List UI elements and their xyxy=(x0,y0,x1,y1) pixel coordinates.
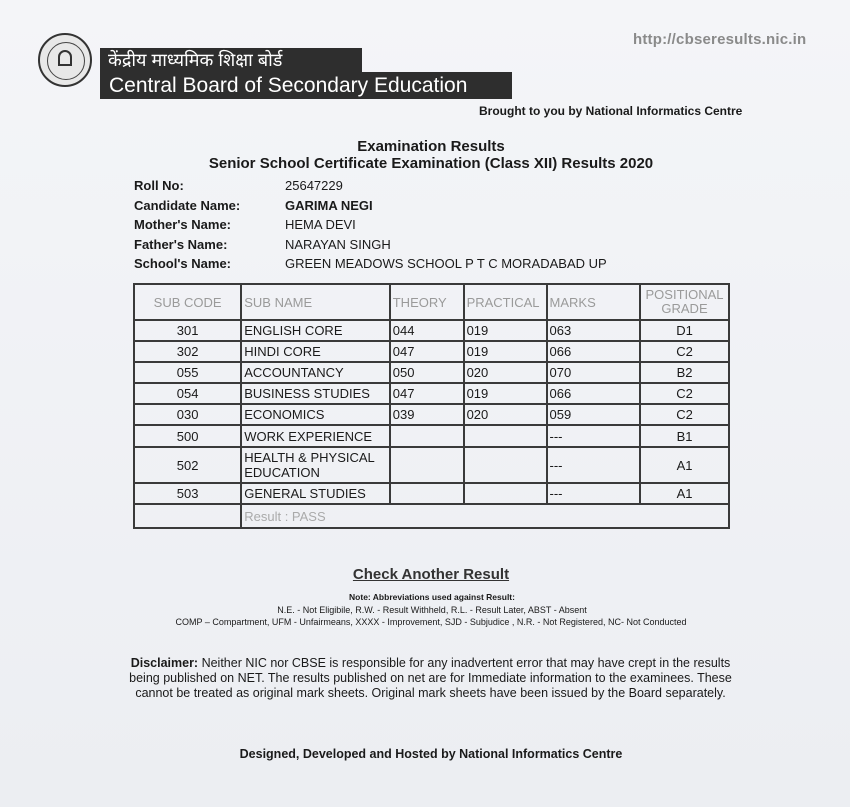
practical-cell: 020 xyxy=(464,404,547,425)
table-row xyxy=(134,483,729,504)
hindi-board-title: केंद्रीय माध्यमिक शिक्षा बोर्ड xyxy=(100,48,362,72)
sub-code-cell: 500 xyxy=(134,425,241,447)
sub-name-cell: ENGLISH CORE xyxy=(241,320,389,341)
grade-cell: D1 xyxy=(640,320,729,341)
table-header-row xyxy=(134,284,729,320)
theory-cell: 047 xyxy=(390,383,464,404)
disclaimer-text: Neither NIC nor CBSE is responsible for any inadvertent error that may have crept in the results being published on NET. The results published on net are for Immediate information to the examinees. These cannot be treated as original mark sheets. Original mark sheets have been issued by the Board separately. xyxy=(129,656,732,700)
theory-cell: 044 xyxy=(390,320,464,341)
grade-cell: C2 xyxy=(640,404,729,425)
sub-name-cell: GENERAL STUDIES xyxy=(241,483,389,504)
roll-no-value: 25647229 xyxy=(285,178,343,193)
practical-cell xyxy=(464,447,547,483)
disclaimer xyxy=(128,656,733,701)
theory-cell xyxy=(390,447,464,483)
page-title: Examination Results xyxy=(357,138,505,155)
header-sub-code: SUB CODE xyxy=(134,284,241,320)
marks-cell: 066 xyxy=(547,341,641,362)
marks-cell: 063 xyxy=(547,320,641,341)
marks-cell: 066 xyxy=(547,383,641,404)
grade-cell: A1 xyxy=(640,447,729,483)
sub-name-cell: BUSINESS STUDIES xyxy=(241,383,389,404)
table-row xyxy=(134,341,729,362)
table-row xyxy=(134,320,729,341)
father-name-label: Father's Name: xyxy=(134,236,228,252)
sub-name-cell: HEALTH & PHYSICAL EDUCATION xyxy=(241,447,389,483)
header-marks: MARKS xyxy=(547,284,641,320)
theory-cell: 039 xyxy=(390,404,464,425)
result-text: Result : PASS xyxy=(241,504,729,528)
grade-cell: C2 xyxy=(640,383,729,404)
result-empty-cell xyxy=(134,504,241,528)
theory-cell xyxy=(390,425,464,447)
cbse-emblem-icon xyxy=(38,33,92,87)
theory-cell: 050 xyxy=(390,362,464,383)
practical-cell: 020 xyxy=(464,362,547,383)
sub-code-cell: 302 xyxy=(134,341,241,362)
grade-cell: B1 xyxy=(640,425,729,447)
sub-name-cell: WORK EXPERIENCE xyxy=(241,425,389,447)
footer-credit: Designed, Developed and Hosted by National Informatics Centre xyxy=(239,747,623,761)
abbreviation-line-1: N.E. - Not Eligibile, R.W. - Result Withheld, R.L. - Result Later, ABST - Absent xyxy=(277,605,587,615)
practical-cell: 019 xyxy=(464,341,547,362)
header-practical: PRACTICAL xyxy=(464,284,547,320)
table-row xyxy=(134,383,729,404)
check-another-result-link[interactable]: Check Another Result xyxy=(352,566,510,583)
theory-cell xyxy=(390,483,464,504)
candidate-name-label: Candidate Name: xyxy=(134,197,241,213)
marks-cell: 070 xyxy=(547,362,641,383)
abbreviation-line-2: COMP – Compartment, UFM - Unfairmeans, XXXX - Improvement, SJD - Subjudice , N.R. - Not Registered, NC- Not Conducted xyxy=(175,617,687,627)
result-row xyxy=(134,504,729,528)
table-row xyxy=(134,362,729,383)
english-board-title: Central Board of Secondary Education xyxy=(100,72,512,99)
theory-cell: 047 xyxy=(390,341,464,362)
marks-cell: 059 xyxy=(547,404,641,425)
exam-title: Senior School Certificate Examination (Class XII) Results 2020 xyxy=(208,155,654,172)
table-row xyxy=(134,425,729,447)
school-name-value: GREEN MEADOWS SCHOOL P T C MORADABAD UP xyxy=(285,256,607,271)
practical-cell xyxy=(464,483,547,504)
candidate-name-value: GARIMA NEGI xyxy=(285,197,373,213)
sub-code-cell: 030 xyxy=(134,404,241,425)
table-row xyxy=(134,404,729,425)
table-row xyxy=(134,447,729,483)
sub-name-cell: ECONOMICS xyxy=(241,404,389,425)
header-positional-grade: POSITIONAL GRADE xyxy=(640,284,729,320)
sub-code-cell: 301 xyxy=(134,320,241,341)
mother-name-label: Mother's Name: xyxy=(134,217,231,232)
grade-cell: A1 xyxy=(640,483,729,504)
father-name-value: NARAYAN SINGH xyxy=(285,236,391,252)
marks-cell: --- xyxy=(547,447,641,483)
sub-name-cell: ACCOUNTANCY xyxy=(241,362,389,383)
sub-name-cell: HINDI CORE xyxy=(241,341,389,362)
brought-by-text: Brought to you by National Informatics Centre xyxy=(479,104,743,118)
school-name-label: School's Name: xyxy=(134,256,232,271)
sub-code-cell: 502 xyxy=(134,447,241,483)
mother-name-value: HEMA DEVI xyxy=(285,217,356,232)
grade-cell: B2 xyxy=(640,362,729,383)
practical-cell: 019 xyxy=(464,383,547,404)
header-sub-name: SUB NAME xyxy=(241,284,389,320)
site-url: http://cbseresults.nic.in xyxy=(633,31,807,48)
marks-cell: --- xyxy=(547,425,641,447)
sub-code-cell: 503 xyxy=(134,483,241,504)
header-theory: THEORY xyxy=(390,284,464,320)
practical-cell: 019 xyxy=(464,320,547,341)
sub-code-cell: 054 xyxy=(134,383,241,404)
practical-cell xyxy=(464,425,547,447)
grade-cell: C2 xyxy=(640,341,729,362)
marks-cell: --- xyxy=(547,483,641,504)
sub-code-cell: 055 xyxy=(134,362,241,383)
roll-no-label: Roll No: xyxy=(134,178,184,193)
disclaimer-label: Disclaimer: xyxy=(130,656,199,670)
marks-table xyxy=(133,283,730,529)
abbreviation-note-title: Note: Abbreviations used against Result: xyxy=(349,592,515,602)
